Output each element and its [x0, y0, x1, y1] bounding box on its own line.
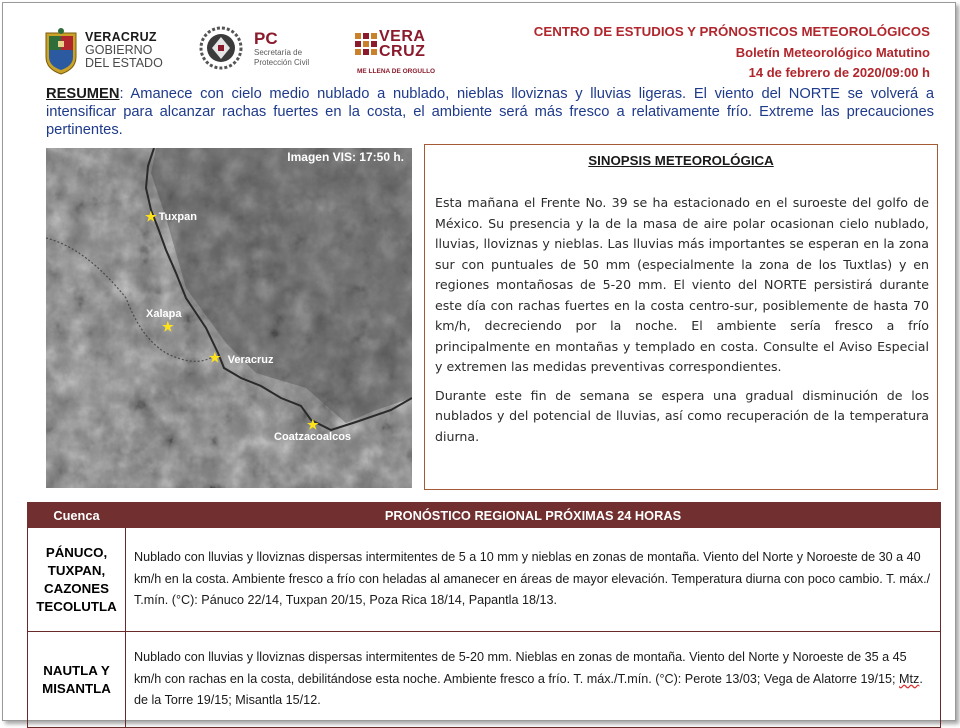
orgullo-logo-text: VERA CRUZ — [379, 28, 426, 60]
satellite-image — [46, 148, 412, 488]
forecast-cell: Nublado con lluvias y lloviznas dispersas intermitentes de 5 a 10 mm y nieblas en zonas de montaña. Viento del Norte y Noroeste de 30 a 40 km/h en la costa. Ambiente fresco a frío con heladas al amanecer en áreas de mayor elevación. Temperatura diurna con poco cambio. T. máx./ T.mín. (°C): Pánuco 22/14, Tuxpan 20/15, Poza Rica 18/14, Papantla 18/13. — [126, 528, 941, 632]
synopsis-title: SINOPSIS METEOROLÓGICA — [588, 153, 774, 168]
table-row — [28, 632, 941, 728]
bulletin-date: 14 de febrero de 2020/09:00 h — [748, 65, 930, 80]
summary-paragraph — [46, 85, 934, 139]
table-row — [28, 528, 941, 632]
city-marker-xalapa: Xalapa ★ — [146, 308, 182, 334]
synopsis-body — [435, 193, 929, 455]
orgullo-emblem-icon — [353, 31, 379, 57]
forecast-cell: Nublado con lluvias y lloviznas dispersas intermitentes de 5-20 mm. Nieblas en zonas de montaña. Viento del Norte y Noroeste de 35 a 45 km/h con rachas en la costa, debilitándose esta noche. Ambiente fresco a frío. T. máx./T.mín. (°C): Perote 13/03; Vega de Alatorre 19/15; Mtz. de la Torre 19/15; Misantla 15/12. — [126, 632, 941, 728]
veracruz-orgullo-logo — [353, 27, 441, 79]
bulletin-name: Boletín Meteorológico Matutino — [735, 44, 930, 60]
column-header-cuenca: Cuenca — [28, 503, 126, 528]
table-header-row — [28, 503, 941, 528]
star-icon: ★ — [145, 209, 157, 224]
city-marker-veracruz: ★ Veracruz — [209, 349, 274, 366]
city-marker-coatzacoalcos: ★ Coatzacoalcos — [274, 417, 352, 443]
summary-label: RESUMEN — [46, 86, 120, 102]
region-cell: PÁNUCO, TUXPAN, CAZONES TECOLUTLA — [28, 528, 126, 632]
org-title: CENTRO DE ESTUDIOS Y PRÓNOSTICOS METEOROLÓGICOS — [533, 24, 930, 39]
synopsis-box — [424, 144, 938, 490]
satellite-caption: Imagen VIS: 17:50 h. — [287, 150, 404, 164]
star-icon: ★ — [209, 349, 221, 365]
pc-emblem-icon — [199, 25, 243, 71]
city-marker-tuxpan: ★ Tuxpan — [145, 209, 197, 224]
region-cell: NAUTLA Y MISANTLA — [28, 632, 126, 728]
summary-text: : Amanece con cielo medio nublado a nublado, nieblas lloviznas y lluvias ligeras. El viento del NORTE se volverá a intensificar para alcanzar rachas fuertes en la costa, el ambiente será más fresco a relativamente frío. Extreme las precauciones pertinentes. — [46, 86, 934, 138]
proteccion-civil-logo — [199, 25, 329, 75]
pc-logo-text: PC Secretaría de Protección Civil — [254, 29, 310, 67]
synopsis-paragraph-2: Durante este fin de semana se espera una gradual disminución de los nublados y del potencial de lluvias, así como recuperación de la temperatura diurna. — [435, 387, 929, 444]
veracruz-logo-text: VERACRUZ GOBIERNO DEL ESTADO — [85, 30, 163, 70]
column-header-forecast: PRONÓSTICO REGIONAL PRÓXIMAS 24 HORAS — [126, 503, 941, 528]
bulletin-header — [534, 22, 930, 84]
regional-forecast-table — [27, 502, 941, 728]
synopsis-paragraph-1: Esta mañana el Frente No. 39 se ha estacionado en el suroeste del golfo de México. Su presencia y la de la masa de aire polar ocasionan cielo nublado, lluvias, lloviznas y nieblas. Las lluvias más importantes se esperan en la zona sur con puntuales de 50 mm (especialmente la zona de los Tuxtlas) y en regiones montañosas de 5-20 mm. El viento del NORTE persistirá durante este día con rachas fuertes en la costa centro-sur, posiblemente de hasta 70 km/h, decreciendo por la noche. El ambiente sería fresco a frío principalmente en montañas y templado en costa. Consulte el Aviso Especial y extremen las medidas preventivas correspondientes. — [435, 195, 929, 374]
star-icon: ★ — [162, 319, 174, 334]
veracruz-government-logo — [43, 27, 163, 79]
state-shield-icon — [43, 27, 79, 75]
satellite-terrain — [46, 148, 412, 488]
star-icon: ★ — [307, 417, 319, 432]
orgullo-tagline: ME LLENA DE ORGULLO — [357, 68, 436, 75]
